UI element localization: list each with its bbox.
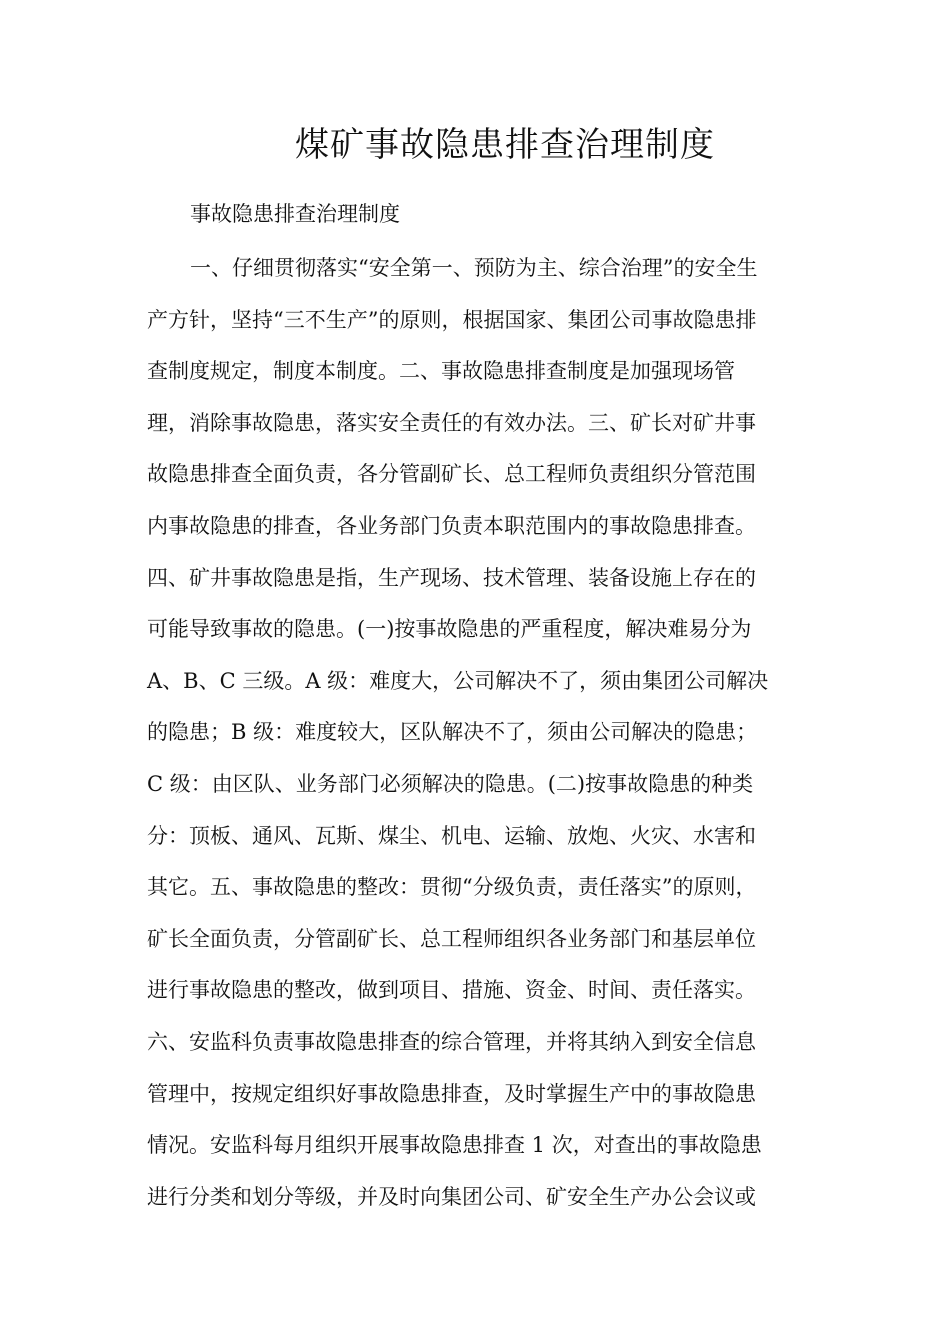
body-line: 的隐患；B 级：难度较大，区队解决不了，须由公司解决的隐患；	[147, 720, 758, 745]
body-line: 理，消除事故隐患，落实安全责任的有效办法。三、矿长对矿井事	[147, 410, 756, 435]
body-line: 分：顶板、通风、瓦斯、煤尘、机电、运输、放炮、火灾、水害和	[147, 823, 756, 848]
body-line: 其它。五、事故隐患的整改：贯彻“分级负责，责任落实”的原则，	[147, 875, 757, 900]
body-line: C 级：由区队、业务部门必须解决的隐患。(二)按事故隐患的种类	[147, 771, 754, 796]
body-line: 进行事故隐患的整改，做到项目、措施、资金、时间、责任落实。	[147, 978, 756, 1003]
body-line: 故隐患排查全面负责，各分管副矿长、总工程师负责组织分管范围	[147, 462, 756, 487]
body-line: 四、矿井事故隐患是指，生产现场、技术管理、装备设施上存在的	[147, 565, 756, 590]
body-line: 一、仔细贯彻落实“安全第一、预防为主、综合治理”的安全生	[190, 256, 758, 280]
body-line: 情况。安监科每月组织开展事故隐患排查 1 次，对查出的事故隐患	[147, 1133, 762, 1158]
body-line: 内事故隐患的排查，各业务部门负责本职范围内的事故隐患排查。	[147, 513, 756, 538]
body-line: A、B、C 三级。A 级：难度大，公司解决不了，须由集团公司解决	[147, 668, 769, 693]
document-subtitle: 事故隐患排查治理制度	[190, 202, 400, 226]
body-line: 产方针，坚持“三不生产”的原则，根据国家、集团公司事故隐患排	[147, 307, 757, 332]
body-line: 查制度规定，制度本制度。二、事故隐患排查制度是加强现场管	[147, 359, 735, 384]
body-line: 进行分类和划分等级，并及时向集团公司、矿安全生产办公会议或	[147, 1184, 756, 1209]
body-line: 矿长全面负责，分管副矿长、总工程师组织各业务部门和基层单位	[147, 926, 756, 951]
body-line: 管理中，按规定组织好事故隐患排查，及时掌握生产中的事故隐患	[147, 1081, 756, 1106]
document-title: 煤矿事故隐患排查治理制度	[295, 125, 715, 165]
document-body	[147, 243, 768, 1223]
body-line: 可能导致事故的隐患。(一)按事故隐患的严重程度，解决难易分为	[147, 617, 752, 642]
body-line: 六、安监科负责事故隐患排查的综合管理，并将其纳入到安全信息	[147, 1029, 756, 1054]
